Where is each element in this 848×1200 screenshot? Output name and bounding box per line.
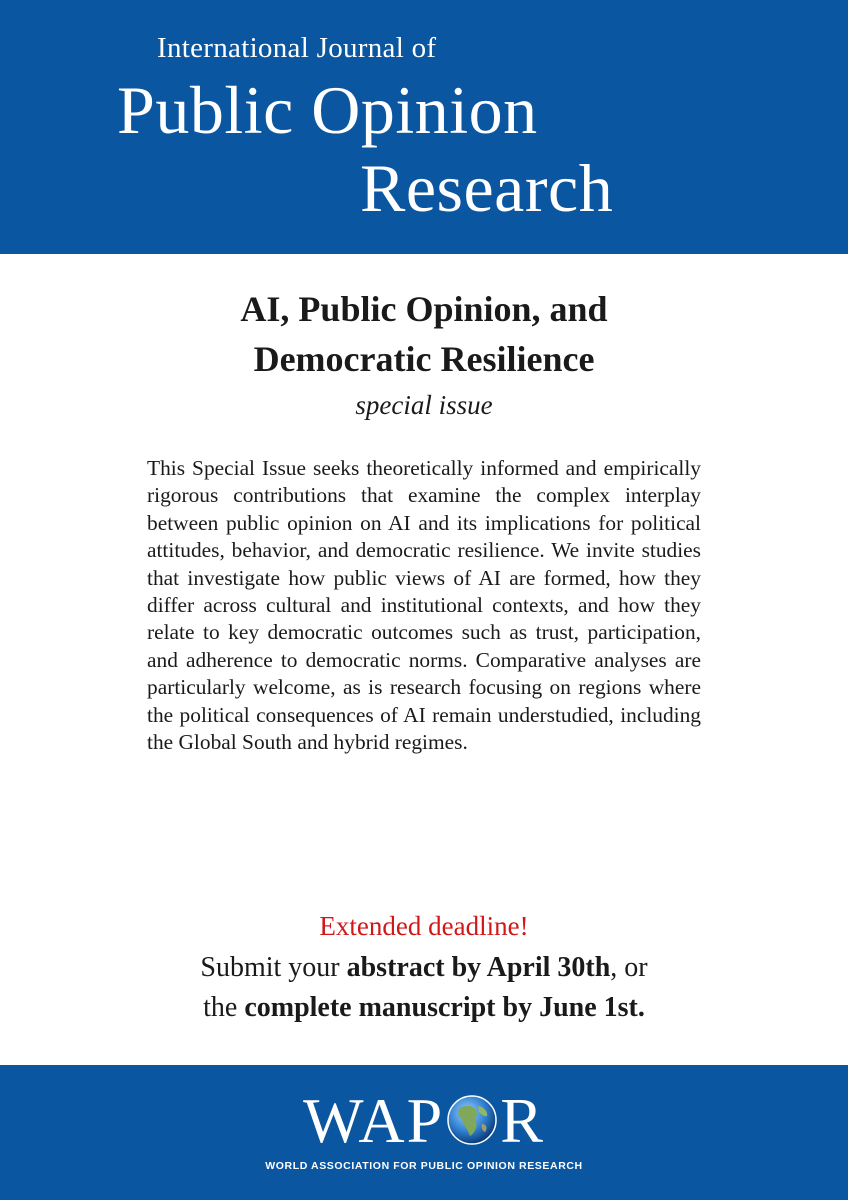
wapor-letters-2: R [500,1085,545,1156]
wapor-full-name: WORLD ASSOCIATION FOR PUBLIC OPINION RESEARCH [265,1160,583,1172]
abstract-deadline: abstract by April 30th [346,952,611,983]
submission-line2 [0,988,848,1028]
wapor-logo [0,1085,848,1156]
deadline-notice: Extended deadline! [319,911,529,941]
manuscript-deadline: complete manuscript by June 1st. [244,992,645,1023]
submit-text-1: Submit your [200,952,347,983]
submission-info [0,948,848,1028]
submit-text-2: , or [610,952,648,983]
wapor-letters-1: WAP [303,1085,445,1156]
journal-header [0,0,848,254]
special-issue-title [0,284,848,384]
journal-name-line3: Research [360,150,614,226]
globe-icon [446,1094,498,1146]
title-line1: AI, Public Opinion, and [240,289,608,329]
journal-name-line1: International Journal of [157,32,437,64]
wapor-footer [0,1065,848,1200]
special-issue-subtitle: special issue [355,390,493,420]
call-description: This Special Issue seeks theoretically informed and empirically rigorous contributions that examine the complex interplay between public opinion on AI and its implications for political attitudes, behavior, and democratic resilience. We invite studies that investigate how public views of AI are formed, how they differ across cultural and institutional contexts, and how they relate to key democratic outcomes such as trust, participation, and adherence to democratic norms. Comparative analyses are particularly welcome, as is research focusing on regions where the political consequences of AI remain understudied, including the Global South and hybrid regimes. [147,456,701,755]
submit-text-3: the [203,992,245,1023]
journal-name-line2: Public Opinion [117,72,538,148]
title-line2: Democratic Resilience [253,339,595,379]
submission-line1 [0,948,848,988]
